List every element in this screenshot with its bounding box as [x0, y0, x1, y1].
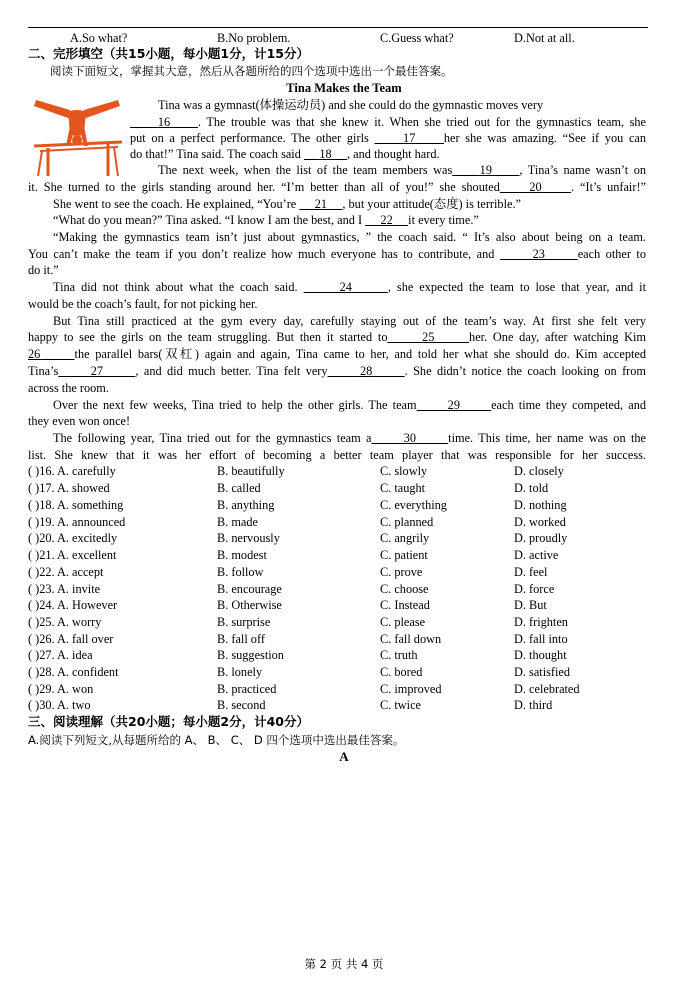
exam-page: A.So what? B.No problem. C.Guess what? D.Not at all. 二、完形填空（共15小题，每小题1分，计15分） 阅读下面短文，掌握其大意，然后从各题所给的四个选项中选出一个最佳答案。 Tina Makes the Team Tina was a gymnast(体操运动员) and she could do the gymnastic moves very 16 . The trouble was that she knew it. When she tried out for the gymnastics team, she put on a perfect performance. The other girls 17 her she was amazing. “See if you can do that!” Tina said. The coach said 18 , and thought hard. The next week, when the list of the team members was 19 , Tina’s name wasn’t on it. She turned to the girls standing around her. “I’m better than all of you!” she shouted 20 . “It’s unfair!” She went to see the coach. He explained, “You’re 21 , but your attitude(态度) is terrible.” “What do you mean?” Tina asked. “I know I am the best, and I 22 it every time.” “Making the gymnastics team isn’t just about gymnastics, ” the coach said. “ It’s also about being on a team. You can’t make the team if you don’t realize how much everyone has to contribute, and 23 each other to do it.” Tina did not think about what the coach said. 24 , she expected the team to lose that year, and it would be the coach’s fault, for not picking her. But Tina still practiced at the gym every day, carefully staying out of the team’s way. At first she felt very happy to see the girls on the team struggling. But then it started to 25 her. One day, after watching Kim 26 the parallel bars(双杠) again and again, Tina came to her, and told her what she should do. Kim accepted Tina’s 27 , and did much better. Tina felt very 28 . She didn’t notice the coach looking on from across the room. Over the next few weeks, Tina tried to help the other girls. The team 29 each time they competed, and they even won once! The following year, Tina tried out for the gymnastics team a 30 time. This time, her name was on the list. She knew that it was her effort of becoming a better team player that was responsible for her success. ( )16. A. carefully B. beautifully C. slowly D. closely ( )17. A. showed B. called C. taught D. told ( )18. A. something B. anything C. everything D. nothing ( )19. A. announced B. made C. planned D. worked ( )20. A. excitedly B. nervously C. angrily D. proudly ( )21. A. excellent B. modest C. patient D. active ( )22. A. accept B. follow C. prove D. feel ( )23. A. invite B. encourage C. choose D. force ( )24. A. However B. Otherwise C. Instead D. But ( )25. A. worry B. surprise C. please D. frighten ( )26. A. fall over B. fall off C. fall down D. fall into ( )27. A. idea B. suggestion C. truth D. thought ( )28. A. confident B. lonely C. bored D. satisfied ( )29. A. won B. practiced C. improved D. celebrated ( )30. A. two B. second C. twice D. third 三、阅读理解（共20小题；每小题2分，计40分） A.阅读下列短文,从每题所给的 A、 B、 C、 D 四个选项中选出最佳答案。 A 第 2 页 共 4 页: [0, 0, 688, 990]
blank-25[interactable]: 25: [422, 330, 435, 344]
blank-29[interactable]: 29: [447, 398, 460, 412]
blank-27[interactable]: 27: [90, 364, 103, 378]
passage-line: do it.”: [28, 263, 59, 277]
passage-line: they even won once!: [28, 414, 131, 428]
passage-line: “What do you mean?” Tina asked. “I know I am the best, and I 22 it every time.”: [53, 213, 479, 227]
blank-22[interactable]: 22: [380, 213, 393, 227]
passage-line: The following year, Tina tried out for the gymnastics team a 30 time. This time, her name was on the: [53, 431, 646, 445]
section2-instruction: 阅读下面短文，掌握其大意，然后从各题所给的四个选项中选出一个最佳答案。: [50, 64, 453, 78]
passage-line: The next week, when the list of the team members was 19 , Tina’s name wasn’t on: [158, 163, 646, 177]
passage-line: You can’t make the team if you don’t realize how much everyone has to contribute, and 23 each other to: [28, 247, 646, 261]
blank-16[interactable]: 16: [157, 115, 171, 129]
passage-line: Tina’s 27 , and did much better. Tina felt very 28 . She didn’t notice the coach looking on from: [28, 364, 646, 378]
passage-line: do that!” Tina said. The coach said 18 , and thought hard.: [130, 147, 440, 161]
top-option-b: B.No problem.: [217, 31, 291, 45]
passage-line: would be the coach’s fault, for not picking her.: [28, 297, 258, 311]
blank-19[interactable]: 19: [479, 163, 492, 177]
passage-line: She went to see the coach. He explained, “You’re 21 , but your attitude(态度) is terrible.”: [53, 197, 521, 211]
passage-line: it. She turned to the girls standing around her. “I’m better than all of you!” she shouted 20 . “It’s unfair!”: [28, 180, 646, 194]
gymnast-illustration: [30, 96, 126, 176]
page-footer: 第 2 页 共 4 页: [304, 957, 384, 971]
top-rule: [28, 27, 648, 28]
passage-line: 16 . The trouble was that she knew it. When she tried out for the gymnastics team, she: [130, 114, 646, 130]
top-option-a: A.So what?: [70, 31, 128, 45]
passage-line: happy to see the girls on the team struggling. But then it started to 25 her. One day, after watching Kim: [28, 330, 646, 344]
section3-instruction: A.阅读下列短文,从每题所给的 A、 B、 C、 D 四个选项中选出最佳答案。: [28, 733, 405, 747]
passage-line: Tina was a gymnast(体操运动员) and she could do the gymnastic moves very: [158, 98, 544, 112]
blank-26[interactable]: 26: [28, 347, 41, 361]
blank-30[interactable]: 30: [403, 431, 416, 445]
passage-line: across the room.: [28, 381, 109, 395]
passage-line: put on a perfect performance. The other girls 17 her she was amazing. “See if you can: [130, 131, 647, 145]
blank-21[interactable]: 21: [314, 197, 327, 211]
passage-line: “Making the gymnastics team isn’t just about gymnastics, ” the coach said. “ It’s also about being on a team.: [53, 230, 646, 244]
passage-line: list. She knew that it was her effort of becoming a better team player that was responsible for her success.: [28, 448, 646, 462]
blank-17[interactable]: 17: [403, 131, 416, 145]
section3-heading: 三、阅读理解（共20小题；每小题2分，计40分）: [28, 714, 309, 729]
passage-line: But Tina still practiced at the gym every day, carefully staying out of the team’s way. At first she felt very: [53, 314, 646, 328]
passage-title: Tina Makes the Team: [286, 81, 402, 95]
top-option-d: D.Not at all.: [514, 31, 575, 45]
passage-line: Tina did not think about what the coach said. 24 , she expected the team to lose that year, and it: [53, 280, 647, 294]
section2-heading: 二、完形填空（共15小题，每小题1分，计15分）: [28, 46, 309, 61]
passage-line: Over the next few weeks, Tina tried to help the other girls. The team 29 each time they competed, and: [53, 398, 646, 412]
blank-28[interactable]: 28: [359, 364, 373, 378]
blank-18[interactable]: 18: [319, 147, 332, 161]
part-label: A: [339, 749, 349, 764]
blank-23[interactable]: 23: [532, 247, 545, 261]
passage-line: 26 the parallel bars(双杠) again and again, Tina came to her, and told her what she should do. Kim accepted: [28, 347, 646, 361]
blank-20[interactable]: 20: [529, 180, 542, 194]
top-option-c: C.Guess what?: [380, 31, 454, 45]
blank-24[interactable]: 24: [339, 280, 352, 294]
